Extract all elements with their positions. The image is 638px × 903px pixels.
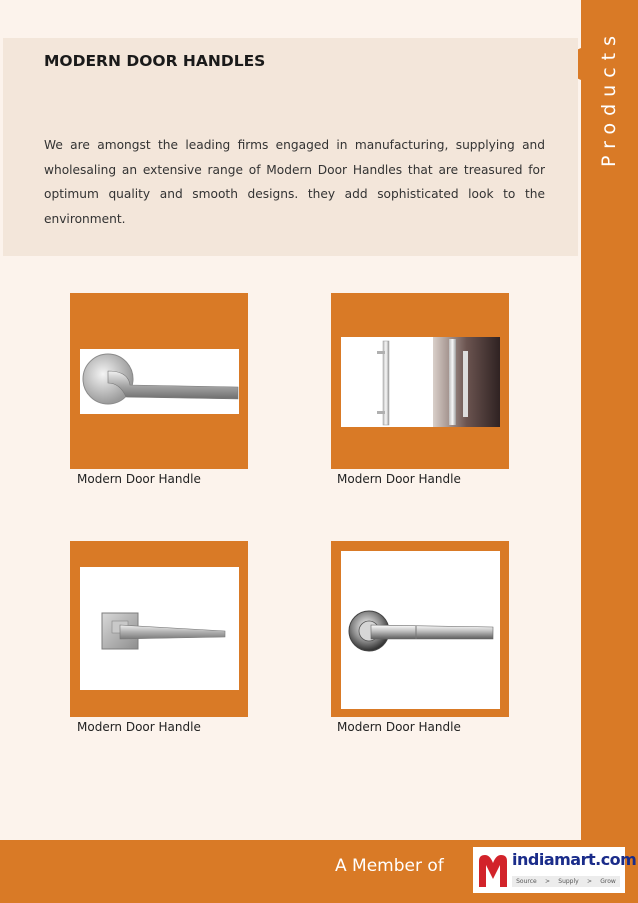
indiamart-m-icon: [477, 851, 509, 889]
logo-tagline-part: Grow: [600, 878, 616, 885]
side-tab-label: Products: [598, 28, 621, 167]
logo-name: indiamart.com: [512, 850, 637, 869]
logo-tagline-part: Supply: [558, 878, 579, 885]
logo-tagline: [512, 876, 620, 887]
product-image-lever-handle-chrome-rose: [341, 551, 500, 709]
logo-tagline-part: >: [544, 878, 551, 885]
side-tab-label-wrap: [581, 0, 638, 195]
product-caption: Modern Door Handle: [337, 472, 461, 486]
product-image-pull-bar-handle: [341, 337, 500, 427]
page-title: MODERN DOOR HANDLES: [44, 52, 266, 70]
product-card[interactable]: [331, 293, 509, 469]
product-caption: Modern Door Handle: [77, 472, 201, 486]
logo-tagline-part: >: [586, 878, 592, 885]
logo-tagline-part: Source: [516, 878, 537, 885]
product-card[interactable]: [70, 541, 248, 717]
product-caption: Modern Door Handle: [337, 720, 461, 734]
product-image-lever-handle-square-rose: [80, 567, 239, 690]
product-card[interactable]: [70, 293, 248, 469]
product-card[interactable]: [331, 541, 509, 717]
member-text: A Member of: [335, 856, 444, 876]
product-image-lever-handle-round-rose: [80, 349, 239, 414]
product-caption: Modern Door Handle: [77, 720, 201, 734]
intro-description: We are amongst the leading firms engaged in manufacturing, supplying and wholesaling an extensive range of Modern Door Handles that are treasured for optimum quality and smooth designs. they add sophisticated look to the environment.: [44, 138, 545, 226]
